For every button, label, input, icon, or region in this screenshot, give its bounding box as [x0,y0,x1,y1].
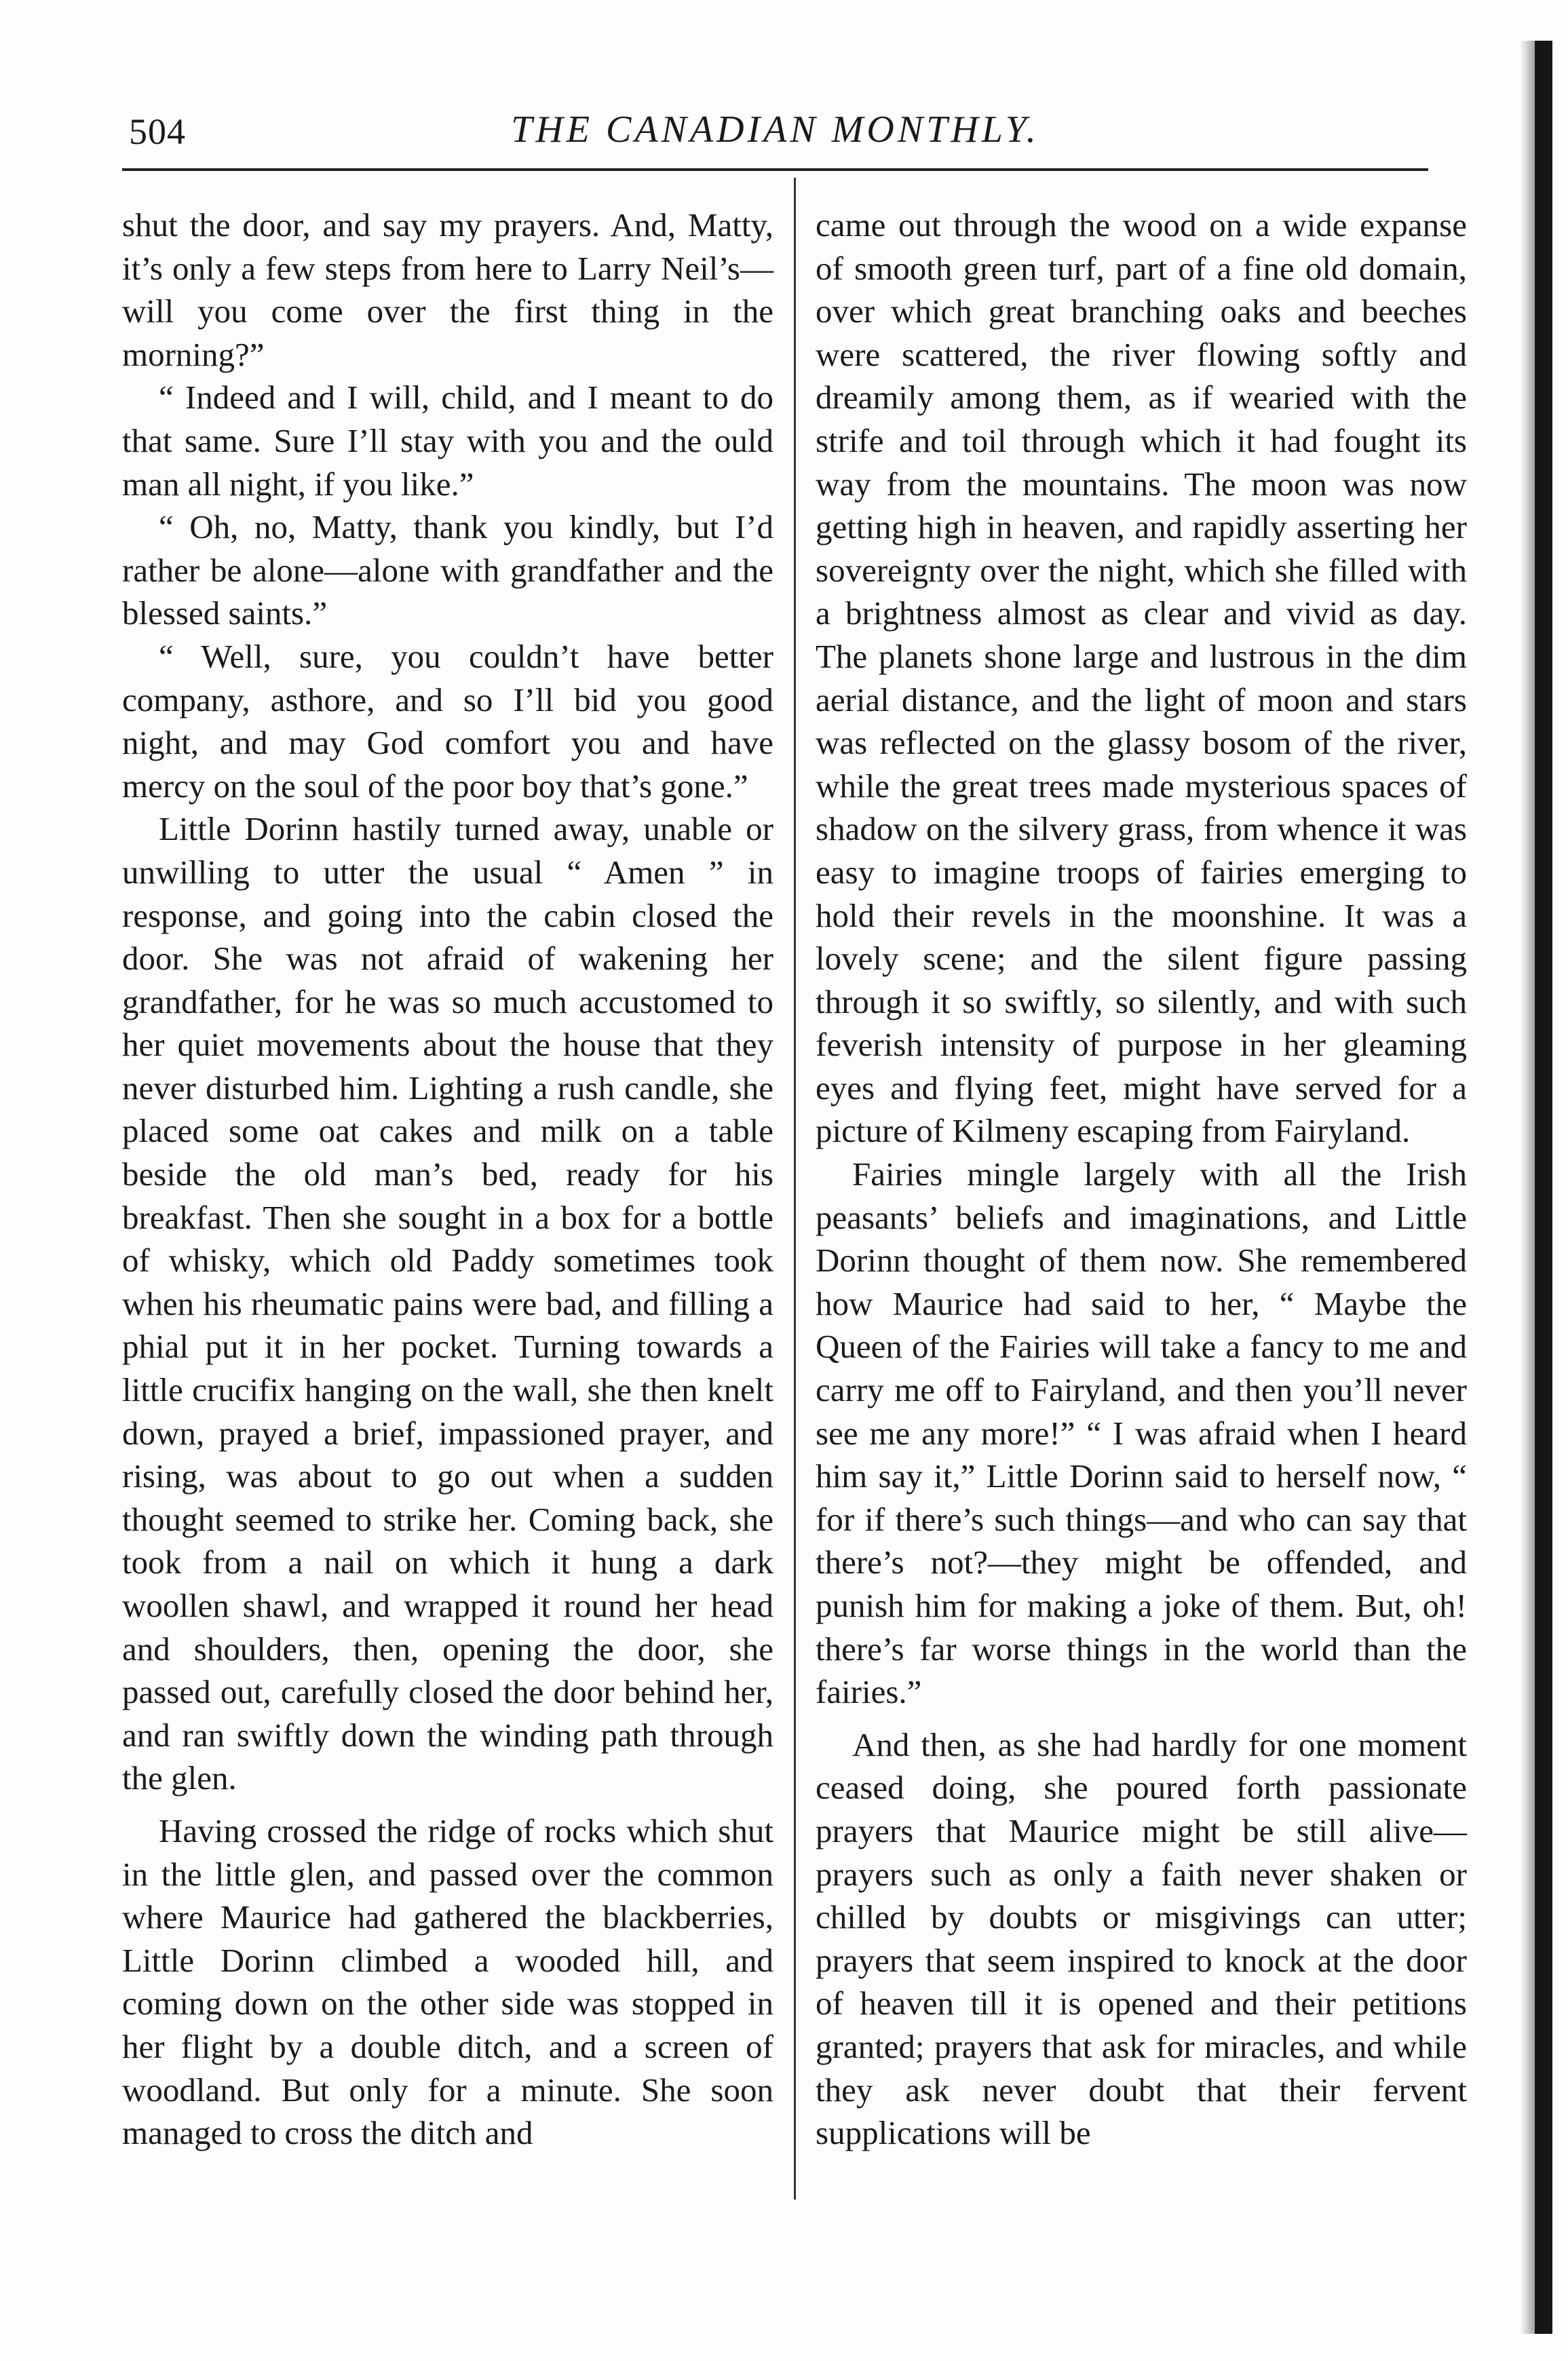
paragraph: And then, as she had hardly for one moment ceased doing, she poured forth passionate prayers that Maurice might be still alive—prayers such as only a faith never shaken or chilled by doubts or misgivings can utter; prayers that seem inspired to knock at the door of heaven till it is opened and their petitions granted; prayers that ask for miracles, and while they ask never doubt that their fervent supplications will be [816,1725,1467,2152]
page-number: 504 [129,111,186,152]
paragraph: Little Dorinn hastily turned away, unable or unwilling to utter the usual “ Amen ” in response, and going into the cabin closed the door. She was not afraid of wakening her grandfather, for he was so much accustomed to her quiet movements about the house that they never disturbed him. Lighting a rush candle, she placed some oat cakes and milk on a table beside the old man’s bed, ready for his breakfast. Then she sought in a box for a bottle of whisky, which old Paddy sometimes took when his rheumatic pains were bad, and filling a phial put it in her pocket. Turning towards a little crucifix hanging on the wall, she then knelt down, prayed a brief, impassioned prayer, and rising, was about to go out when a sudden thought seemed to strike her. Coming back, she took from a nail on which it hung a dark woollen shawl, and wrapped it round her head and shoulders, then, opening the door, she passed out, carefully closed the door behind her, and ran swiftly down the winding path through the glen. [122,810,773,1797]
column-divider [794,178,796,2200]
left-column [122,204,773,2155]
running-header [122,98,1428,159]
paragraph: Fairies mingle largely with all the Irish peasants’ beliefs and imaginations, and Little Dorinn thought of them now. She remembered how Maurice had said to her, “ Maybe the Queen of the Fairies will take a fancy to me and carry me off to Fairyland, and then you’ll never see me any more!” “ I was afraid when I heard him say it,” Little Dorinn said to herself now, “ for if there’s such things—and who can say that there’s not?—they might be offended, and punish him for making a joke of them. But, oh! there’s far worse things in the world than the fairies.” [816,1155,1467,1711]
paragraph: came out through the wood on a wide expanse of smooth green turf, part of a fine old domain, over which great branching oaks and beeches were scattered, the river flowing softly and dreamily among them, as if wearied with the strife and toil through which it had fought its way from the mountains. The moon was now getting high in heaven, and rapidly asserting her sovereignty over the night, which she filled with a brightness almost as clear and vivid as day. The planets shone large and lustrous in the dim aerial distance, and the light of moon and stars was reflected on the glassy bosom of the river, while the great trees made mysterious spaces of shadow on the silvery grass, from whence it was easy to imagine troops of fairies emerging to hold their revels in the moonshine. It was a lovely scene; and the silent figure passing through it so swiftly, so silently, and with such feverish intensity of purpose in her gleaming eyes and flying feet, might have served for a picture of Kilmeny escaping from Fairyland. [816,206,1467,1150]
right-column [816,204,1467,2155]
paragraph: “ Indeed and I will, child, and I meant to do that same. Sure I’ll stay with you and the ould man all night, if you like.” [122,379,773,503]
paragraph: shut the door, and say my prayers. And, Matty, it’s only a few steps from here to Larry Neil’s—will you come over the first thing in the morning?” [122,206,773,373]
scan-edge-shadow [1520,41,1535,2334]
header-rule [122,168,1428,171]
paragraph: Having crossed the ridge of rocks which shut in the little glen, and passed over the common where Maurice had gathered the blackberries, Little Dorinn climbed a wooded hill, and coming down on the other side was stopped in her flight by a double ditch, and a screen of woodland. But only for a minute. She soon managed to cross the ditch and [122,1811,773,2152]
scan-edge-bar [1535,41,1552,2334]
journal-title: THE CANADIAN MONTHLY. [511,109,1039,151]
paragraph: “ Well, sure, you couldn’t have better company, asthore, and so I’ll bid you good night, and may God comfort you and have mercy on the soul of the poor boy that’s gone.” [122,637,773,805]
paragraph: “ Oh, no, Matty, thank you kindly, but I’d rather be alone—alone with grandfather and the blessed saints.” [122,508,773,632]
